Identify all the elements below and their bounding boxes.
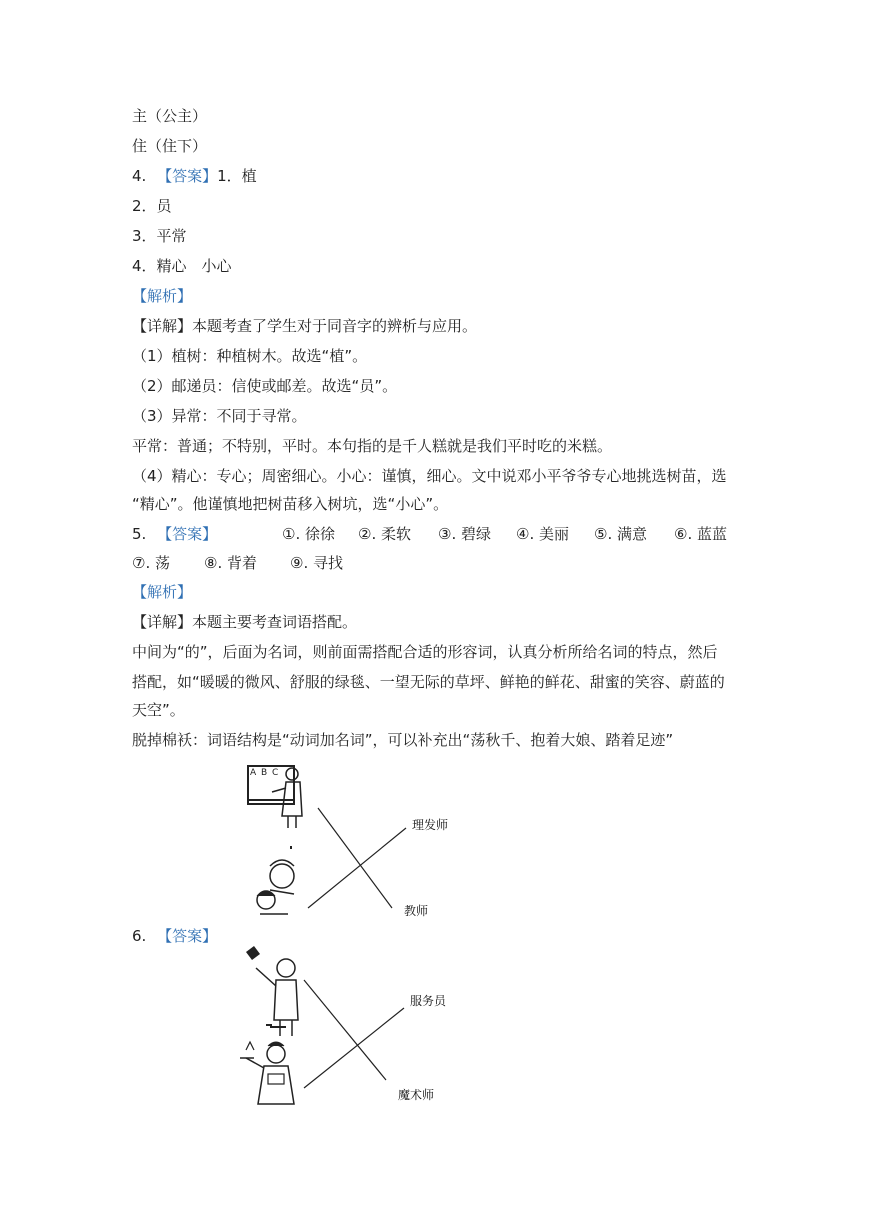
question-number: 4. xyxy=(132,167,147,185)
answer-item: 4．精心 小心 xyxy=(132,257,232,275)
detail-line: 【详解】本题考查了学生对于同音字的辨析与应用。 xyxy=(132,317,478,335)
text-line: 脱掉棉袄：词语结构是“动词加名词”，可以补充出“荡秋千、抱着大娘、踏着足迹” xyxy=(132,731,674,749)
matching-figure-2 xyxy=(240,938,470,1112)
teacher-icon xyxy=(286,768,298,780)
question-number: 6. xyxy=(132,927,147,945)
waiter-icon xyxy=(267,1045,285,1063)
answer-tag: 【答案】 xyxy=(157,927,218,945)
text-line: 住（住下） xyxy=(132,137,208,155)
text-line: 主（公主） xyxy=(132,107,208,125)
answer-item: ⑧. 背着 xyxy=(204,554,257,572)
text-line: （4）精心：专心；周密细心。小心：谨慎，细心。文中说邓小平爷爷专心地挑选树苗，选 xyxy=(132,467,727,485)
matching-lines-1 xyxy=(240,762,470,922)
answer-item: 2．员 xyxy=(132,197,172,215)
answer-item: ⑨. 寻找 xyxy=(290,554,343,572)
analysis-tag: 【解析】 xyxy=(132,583,193,601)
label-waiter: 服务员 xyxy=(410,994,447,1008)
answer-tag: 【答案】 xyxy=(157,167,218,185)
answer-item: ①. 徐徐 xyxy=(282,525,335,543)
answer-tag: 【答案】 xyxy=(157,525,218,543)
magician-icon xyxy=(277,959,295,977)
text-line: 中间为“的”，后面为名词，则前面需搭配合适的形容词，认真分析所给名词的特点，然后 xyxy=(132,643,718,661)
label-magician: 魔术师 xyxy=(398,1088,435,1102)
text-line: （3）异常：不同于寻常。 xyxy=(132,407,307,425)
question-6-answer xyxy=(132,926,217,946)
question-4-answer xyxy=(132,166,257,186)
answer-item: ③. 碧绿 xyxy=(438,525,491,543)
detail-line: 【详解】本题主要考查词语搭配。 xyxy=(132,613,358,631)
answer-item: ②. 柔软 xyxy=(358,525,411,543)
answer-item: ⑦. 荡 xyxy=(132,554,170,572)
text-line: 平常：普通；不特别，平时。本句指的是千人糕就是我们平时吃的米糕。 xyxy=(132,437,613,455)
answer-item: 3．平常 xyxy=(132,227,187,245)
label-teacher: 教师 xyxy=(404,904,429,918)
text-line: （2）邮递员：信使或邮差。故选“员”。 xyxy=(132,377,398,395)
answer-item: ⑤. 满意 xyxy=(594,525,647,543)
question-5-answer xyxy=(132,524,217,544)
label-barber: 理发师 xyxy=(412,818,449,832)
text-line: “精心”。他谨慎地把树苗移入树坑，选“小心”。 xyxy=(132,495,449,513)
text-line: （1）植树：种植树木。故选“植”。 xyxy=(132,347,368,365)
analysis-tag: 【解析】 xyxy=(132,287,193,305)
text-line: 天空”。 xyxy=(132,701,185,719)
question-number: 5. xyxy=(132,525,147,543)
text-line: 搭配，如“暖暖的微风、舒服的绿毯、一望无际的草坪、鲜艳的鲜花、甜蜜的笑容、蔚蓝的 xyxy=(132,673,725,691)
answer-item: ④. 美丽 xyxy=(516,525,569,543)
answer-item: ⑥. 蓝蓝 xyxy=(674,525,727,543)
matching-figure-1 xyxy=(240,762,470,922)
barber-icon xyxy=(270,864,294,888)
answer-item: 1．植 xyxy=(217,167,257,185)
matching-lines-2 xyxy=(240,938,470,1112)
board-text: A B C xyxy=(250,768,280,778)
